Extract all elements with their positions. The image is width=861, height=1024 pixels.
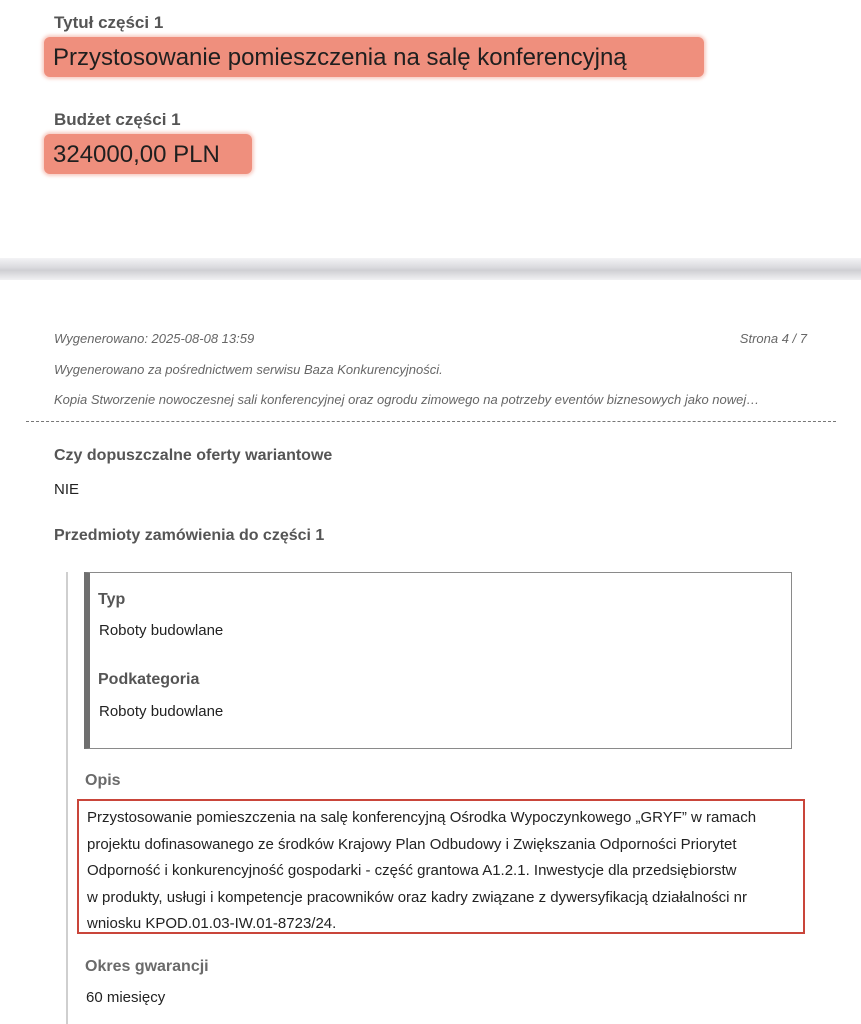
order-subject-card (84, 572, 792, 749)
description-line: Przystosowanie pomieszczenia na salę konferencyjną Ośrodka Wypoczynkowego „GRYF” w ramach (87, 809, 757, 826)
order-subjects-label: Przedmioty zamówienia do części 1 (54, 527, 325, 544)
description-line: wniosku KPOD.01.03-IW.01-8723/24. (87, 915, 337, 932)
part-title-value: Przystosowanie pomieszczenia na salę konferencyjną (53, 44, 627, 71)
type-label: Typ (98, 591, 126, 608)
part-budget-label: Budżet części 1 (54, 110, 181, 129)
warranty-value: 60 miesięcy (86, 989, 166, 1006)
description-line: w produkty, usługi i kompetencje pracowników oraz kadry związane z dywersyfikacją działalności nr (87, 888, 748, 906)
description-line: Odporność i konkurencyjność gospodarki - część grantowa A1.2.1. Inwestycje dla przedsiębiorstw (87, 862, 737, 879)
page-number: Strona 4 / 7 (739, 331, 807, 346)
warranty-label: Okres gwarancji (85, 958, 209, 975)
service-note: Wygenerowano za pośrednictwem serwisu Baza Konkurencyjności. (54, 362, 443, 377)
section-indent-rule (66, 572, 68, 1024)
part-title-label: Tytuł części 1 (54, 13, 164, 32)
variant-offers-label: Czy dopuszczalne oferty wariantowe (54, 447, 333, 464)
header-divider (26, 421, 836, 422)
variant-offers-value: NIE (54, 481, 80, 498)
description-label: Opis (85, 772, 121, 789)
part-budget-value: 324000,00 PLN (53, 141, 220, 168)
description-line: projektu dofinasowanego ze środków Krajowy Plan Odbudowy i Zwiększania Odporności Priorytet (87, 835, 737, 853)
subcategory-value: Roboty budowlane (99, 703, 224, 720)
type-value: Roboty budowlane (99, 622, 224, 639)
copy-title: Kopia Stworzenie nowoczesnej sali konferencyjnej oraz ogrodu zimowego na potrzeby eventów biznesowych jako nowej… (54, 392, 760, 407)
subcategory-label: Podkategoria (98, 671, 200, 688)
page-separator (0, 258, 861, 280)
generated-timestamp: Wygenerowano: 2025-08-08 13:59 (54, 331, 255, 346)
description-box (77, 799, 805, 934)
